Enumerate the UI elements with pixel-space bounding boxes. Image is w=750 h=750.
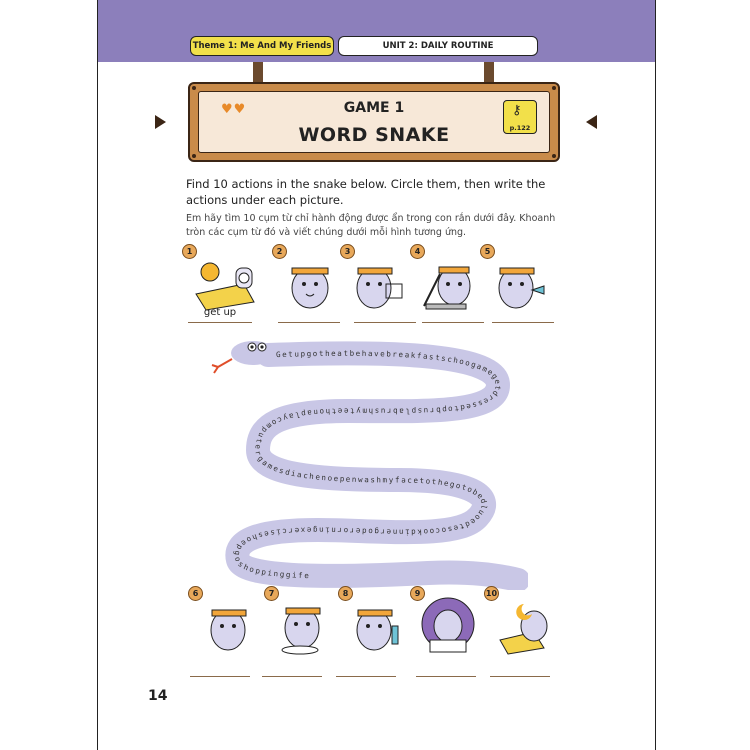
- answer-line-2[interactable]: [278, 306, 340, 323]
- picture-10: [484, 586, 558, 656]
- answer-line-9[interactable]: [416, 660, 476, 677]
- picture-2: [272, 244, 346, 314]
- character-illustration: [350, 254, 410, 314]
- svg-text:Getupgotheatbehavebreakfastsch: [233, 349, 503, 580]
- answer-line-3[interactable]: [354, 306, 416, 323]
- hearts-icon: ♥♥: [221, 102, 247, 117]
- key-page-ref: p.122: [509, 124, 531, 132]
- answer-line-5[interactable]: [492, 306, 554, 323]
- bolt-icon: [552, 154, 556, 158]
- picture-number: 10: [484, 586, 499, 601]
- character-illustration: [490, 254, 550, 314]
- picture-number: 4: [410, 244, 425, 259]
- character-illustration: [420, 596, 480, 656]
- key-icon: ⚷: [512, 103, 522, 118]
- character-illustration: [282, 254, 342, 314]
- instructions-english: Find 10 actions in the snake below. Circle them, then write the actions under each picture.: [186, 177, 546, 207]
- picture-number: 2: [272, 244, 287, 259]
- right-arrow-icon: [586, 115, 597, 129]
- get-up-illustration: [192, 254, 262, 314]
- picture-number: 9: [410, 586, 425, 601]
- word-snake: [198, 325, 528, 590]
- picture-7: [264, 586, 338, 656]
- answer-line-1[interactable]: get up: [188, 306, 252, 323]
- picture-1: [182, 244, 256, 314]
- bolt-icon: [192, 154, 196, 158]
- snake-letters: Getupgotheatbehavebreakfastschoogamegetdressedtopbrusplabrushmyteethonaplaycomputergamesdiachenoepenwashmyfacetothegotobedluoedtesocookdinnergoderorningexerciseshoepgoshoppinggife: [232, 348, 503, 581]
- picture-number: 8: [338, 586, 353, 601]
- answer-key-badge: [503, 100, 537, 134]
- workbook-page: [97, 0, 656, 750]
- picture-number: 6: [188, 586, 203, 601]
- game-title: WORD SNAKE: [298, 124, 450, 146]
- character-illustration: [274, 596, 334, 656]
- left-arrow-icon: [155, 115, 166, 129]
- page-number: 14: [148, 688, 168, 704]
- picture-number: 5: [480, 244, 495, 259]
- picture-8: [338, 586, 412, 656]
- character-illustration: [348, 596, 408, 656]
- answer-line-10[interactable]: [490, 660, 550, 677]
- picture-9: [410, 586, 484, 656]
- bolt-icon: [192, 86, 196, 90]
- character-illustration: [420, 254, 480, 314]
- character-illustration: [494, 596, 554, 656]
- game-sign: [188, 82, 560, 162]
- theme-tag: Theme 1: Me And My Friends: [190, 36, 334, 56]
- answer-line-7[interactable]: [262, 660, 322, 677]
- bolt-icon: [552, 86, 556, 90]
- sign-post-right: [484, 62, 494, 84]
- picture-number: 3: [340, 244, 355, 259]
- unit-tag: UNIT 2: DAILY ROUTINE: [338, 36, 538, 56]
- answer-line-4[interactable]: [422, 306, 484, 323]
- picture-4: [410, 244, 484, 314]
- sign-panel: [198, 91, 550, 153]
- picture-number: 7: [264, 586, 279, 601]
- sign-post-left: [253, 62, 263, 84]
- picture-3: [340, 244, 414, 314]
- character-illustration: [198, 596, 258, 656]
- picture-number: 1: [182, 244, 197, 259]
- answer-line-6[interactable]: [190, 660, 250, 677]
- picture-6: [188, 586, 262, 656]
- instructions-vietnamese: Em hãy tìm 10 cụm từ chỉ hành động được ẩn trong con rắn dưới đây. Khoanh tròn các cụm từ đó và viết chúng dưới mỗi hình tương ứng.: [186, 213, 556, 238]
- answer-line-8[interactable]: [336, 660, 396, 677]
- game-label: GAME 1: [343, 100, 405, 116]
- picture-5: [480, 244, 554, 314]
